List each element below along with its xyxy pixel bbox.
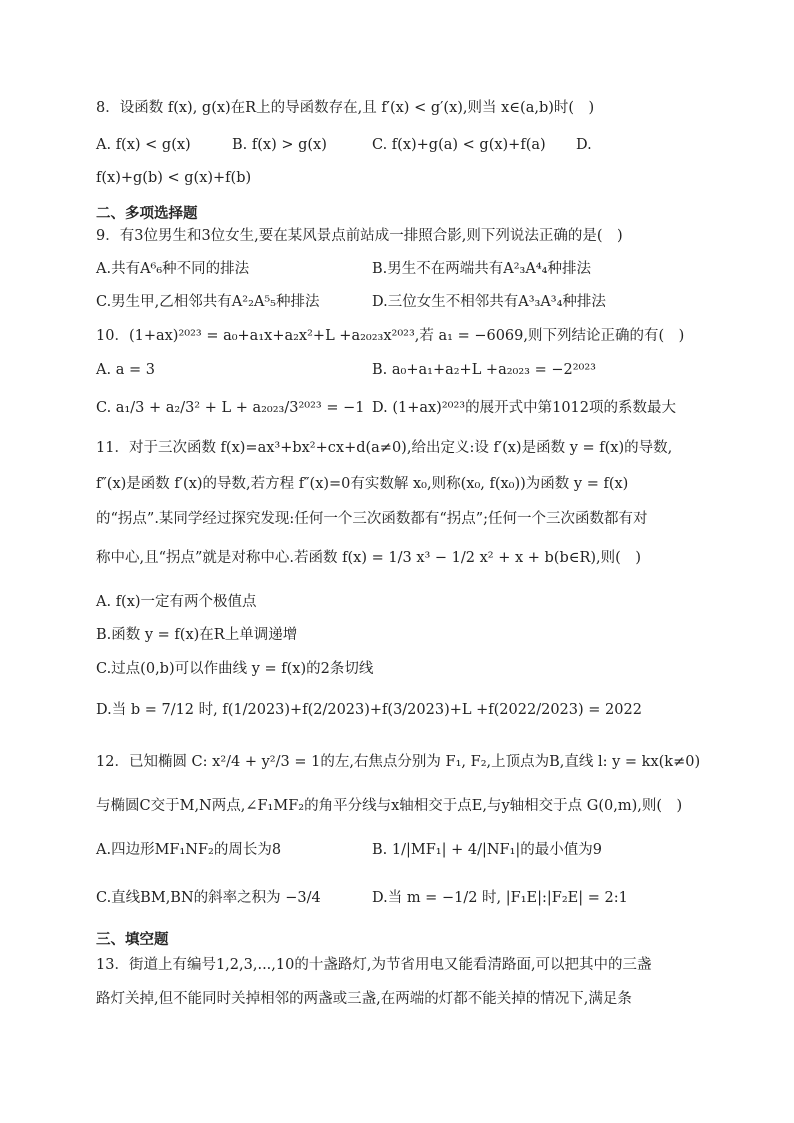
q10-option-a: A. a = 3 [96, 362, 155, 378]
q8-stem: 8．设函数 f(x), g(x)在R上的导函数存在,且 f′(x) < g′(x),则当 x∈(a,b)时( ) [96, 100, 595, 116]
q13-line-2: 路灯关掉,但不能同时关掉相邻的两盏或三盏,在两端的灯都不能关掉的情况下,满足条 [96, 991, 632, 1007]
q11-option-b: B.函数 y = f(x)在R上单调递增 [96, 627, 298, 643]
q12-line-2: 与椭圆C交于M,N两点,∠F₁MF₂的角平分线与x轴相交于点E,与y轴相交于点 G(0,m),则( ) [96, 798, 683, 814]
q11-option-a: A. f(x)一定有两个极值点 [96, 594, 257, 610]
q8-option-b: B. f(x) > g(x) [232, 137, 327, 153]
q11-line-4: 称中心,且“拐点”就是对称中心.若函数 f(x) = 1/3 x³ − 1/2 x² + x + b(b∈R),则( ) [96, 550, 641, 566]
q12-option-c: C.直线BM,BN的斜率之积为 −3/4 [96, 890, 321, 906]
section-heading-multiple-choice: 二、多项选择题 [96, 206, 198, 222]
q12-option-b: B. 1/|MF₁| + 4/|NF₁|的最小值为9 [372, 842, 603, 858]
q11-line-1: 11．对于三次函数 f(x)=ax³+bx²+cx+d(a≠0),给出定义:设 f′(x)是函数 y = f(x)的导数, [96, 440, 673, 456]
q9-option-a: A.共有A⁶₆种不同的排法 [96, 261, 250, 277]
q12-option-d: D.当 m = −1/2 时, |F₁E|:|F₂E| = 2:1 [372, 890, 628, 906]
q11-line-3: 的“拐点”.某同学经过探究发现:任何一个三次函数都有“拐点”;任何一个三次函数都有对 [96, 511, 648, 527]
q11-line-2: f″(x)是函数 f′(x)的导数,若方程 f″(x)=0有实数解 x₀,则称(x₀, f(x₀))为函数 y = f(x) [96, 476, 629, 492]
q9-option-c: C.男生甲,乙相邻共有A²₂A⁵₅种排法 [96, 294, 320, 310]
q11-option-c: C.过点(0,b)可以作曲线 y = f(x)的2条切线 [96, 661, 374, 677]
q10-option-c: C. a₁/3 + a₂/3² + L + a₂₀₂₃/3²⁰²³ = −1 [96, 400, 365, 416]
q8-option-c: C. f(x)+g(a) < g(x)+f(a) [372, 137, 546, 153]
q8-option-a: A. f(x) < g(x) [96, 137, 191, 153]
q13-line-1: 13．街道上有编号1,2,3,...,10的十盏路灯,为节省用电又能看清路面,可以把其中的三盏 [96, 957, 652, 973]
q9-option-d: D.三位女生不相邻共有A³₃A³₄种排法 [372, 294, 606, 310]
section-heading-fill-in: 三、填空题 [96, 932, 169, 948]
q9-stem: 9．有3位男生和3位女生,要在某风景点前站成一排照合影,则下列说法正确的是( ) [96, 228, 623, 244]
q8-option-d-text: f(x)+g(b) < g(x)+f(b) [96, 170, 252, 186]
q12-option-a: A.四边形MF₁NF₂的周长为8 [96, 842, 282, 858]
q12-line-1: 12．已知椭圆 C: x²/4 + y²/3 = 1的左,右焦点分别为 F₁, F₂,上顶点为B,直线 l: y = kx(k≠0) [96, 754, 701, 770]
q9-option-b: B.男生不在两端共有A²₃A⁴₄种排法 [372, 261, 591, 277]
q8-option-d-label: D. [576, 137, 592, 153]
q10-stem: 10．(1+ax)²⁰²³ = a₀+a₁x+a₂x²+L +a₂₀₂₃x²⁰²³,若 a₁ = −6069,则下列结论正确的有( ) [96, 328, 685, 344]
q10-option-b: B. a₀+a₁+a₂+L +a₂₀₂₃ = −2²⁰²³ [372, 362, 596, 378]
q10-option-d: D. (1+ax)²⁰²³的展开式中第1012项的系数最大 [372, 400, 676, 416]
q11-option-d: D.当 b = 7/12 时, f(1/2023)+f(2/2023)+f(3/2023)+L +f(2022/2023) = 2022 [96, 702, 642, 718]
